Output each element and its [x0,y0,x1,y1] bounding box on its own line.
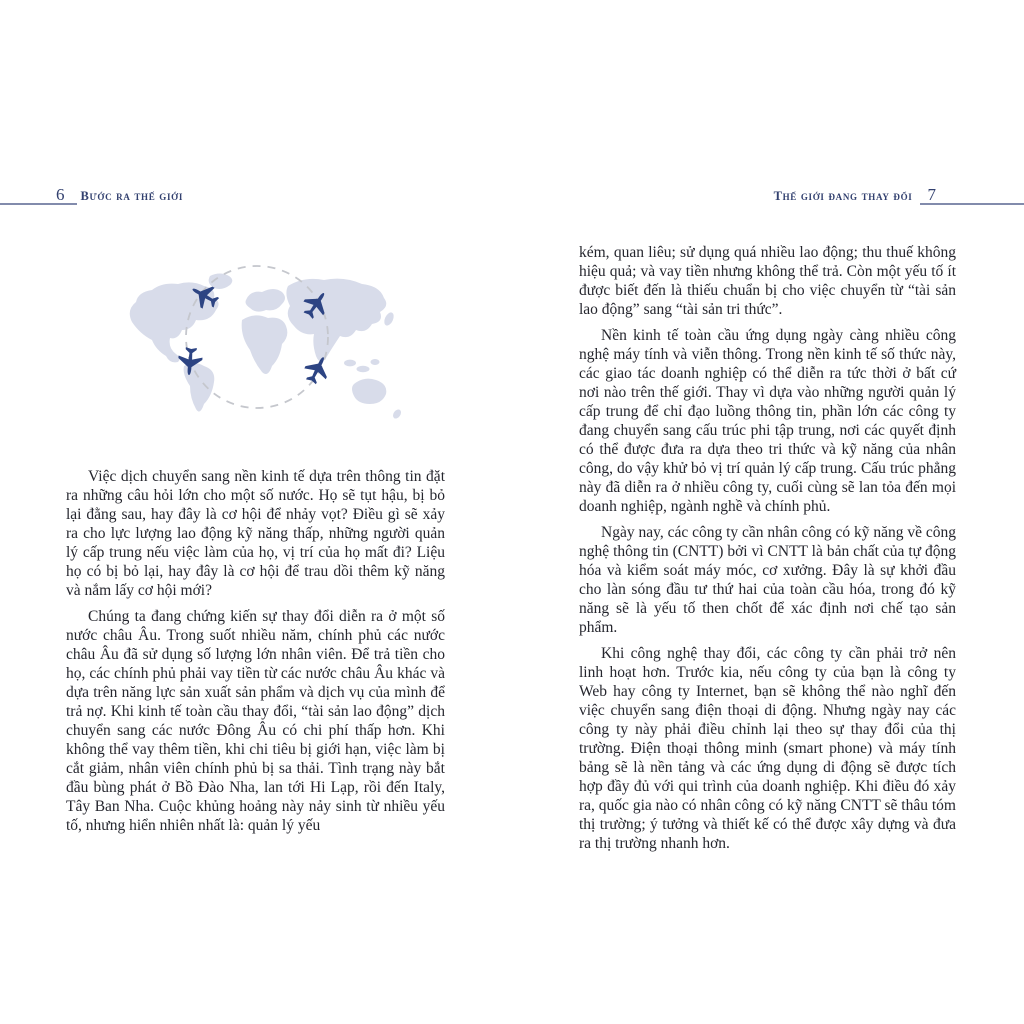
map-continents [130,274,403,421]
paragraph: Ngày nay, các công ty cần nhân công có kỹ năng về công nghệ thông tin (CNTT) bởi vì CNTT là bản chất của tự động hóa và kiểm soát máy móc, cơ xưởng. Đây là sự khởi đầu cho làn sóng đầu tư thứ hai của toàn cầu hóa, trong đó kỹ năng sẽ là yếu tố then chốt để xác định nơi chế tạo sản phẩm. [579,524,956,636]
paragraph: Nền kinh tế toàn cầu ứng dụng ngày càng nhiều công nghệ máy tính và viễn thông. Trong nền kinh tế số thức này, các giao tác doanh nghiệp có thể diễn ra tức thời ở bất cứ nơi nào trên thế giới. Thay vì dựa vào những người quản lý cấp trung để chỉ đạo luồng thông tin, phần lớn các công ty đang chuyển sang cấu trúc phi tập trung, nơi các quyết định có thể được đưa ra dựa theo tri thức và kỹ năng của nhân công, do vậy khử bỏ vị trí quản lý cấp trung. Cấu trúc phẳng này đã diễn ra ở nhiều công ty, cuối cùng sẽ lan tỏa đến mọi doanh nghiệp, ngành nghề và chính phủ. [579,327,956,515]
right-page-header [774,185,936,205]
right-running-title: Thế giới đang thay đổi [773,189,913,203]
right-page-number: 7 [927,185,936,204]
right-page-body [579,243,956,860]
paragraph: Việc dịch chuyển sang nền kinh tế dựa trên thông tin đặt ra những câu hỏi lớn cho một số nước. Họ sẽ tụt hậu, bị bỏ lại đằng sau, hay đây là cơ hội để nhảy vọt? Điều gì sẽ xảy ra cho lực lượng lao động kỹ năng thấp, những người quản lý cấp trung nếu việc làm của họ, vị trí của họ mất đi? Liệu họ có bị bỏ lại, hay đây là cơ hội để trau dồi thêm kỹ năng và nắm lấy cơ hội mới? [66,468,445,599]
paragraph: kém, quan liêu; sử dụng quá nhiều lao động; thu thuế không hiệu quả; và vay tiền nhưng không thể trả. Còn một yếu tố ít được biết đến là thiếu chuẩn bị cho việc chuyển từ “tài sản lao động” sang “tài sản tri thức”. [579,244,956,318]
left-page-number: 6 [56,185,65,204]
left-page-body [66,467,445,842]
paragraph: Khi công nghệ thay đổi, các công ty cần phải trở nên linh hoạt hơn. Trước kia, nếu công ty của bạn là công ty Web hay công ty Internet, bạn sẽ không thể nào nghĩ đến việc chuyển sang điện thoại di động. Nhưng ngày nay các công ty này phải điều chỉnh lại theo sự thay đổi của thị trường. Điện thoại thông minh (smart phone) và máy tính bảng sẽ là nền tảng và các ứng dụng di động sẽ được tích hợp đầy đủ với qui trình của doanh nghiệp. Khi điều đó xảy ra, quốc gia nào có nhân công có kỹ năng CNTT sẽ thâu tóm thị trường; ý tưởng và thiết kế có thể được xây dựng và đưa ra thị trường nhanh hơn. [579,645,956,852]
left-running-title: Bước ra thế giới [80,189,184,203]
world-map-illustration [118,262,418,434]
paragraph: Chúng ta đang chứng kiến sự thay đổi diễn ra ở một số nước châu Âu. Trong suốt nhiều năm, chính phủ các nước châu Âu đã sử dụng số lượng lớn nhân viên. Để trả tiền cho họ, các chính phủ phải vay tiền từ các nước châu Âu khác và dựa trên năng lực sản xuất sản phẩm và dịch vụ của mình để trả nợ. Khi kinh tế toàn cầu thay đổi, “tài sản lao động” dịch chuyển sang các nước Đông Âu có chi phí thấp hơn. Khi không thể vay thêm tiền, khi chi tiêu bị giới hạn, việc làm bị cắt giảm, nhân viên chính phủ bị sa thải. Tình trạng này bắt đầu bùng phát ở Bồ Đào Nha, lan tới Hi Lạp, rồi đến Italy, Tây Ban Nha. Cuộc khủng hoảng này nảy sinh từ nhiều yếu tố, nhưng hiển nhiên nhất là: quản lý yếu [66,608,445,834]
left-page-header [56,185,183,205]
